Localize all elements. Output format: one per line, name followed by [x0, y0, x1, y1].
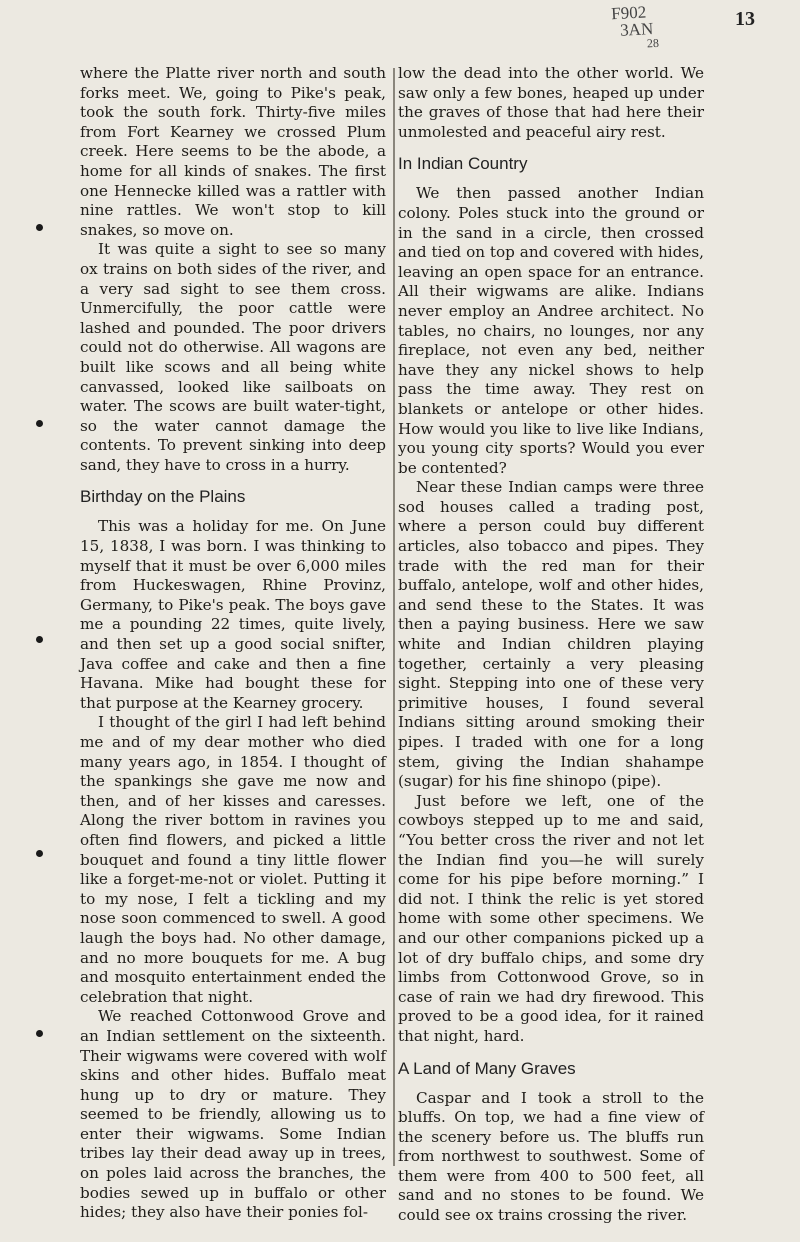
paragraph: where the Platte river north and south forks meet. We, going to Pike's peak, took the south fork. Thirty-five miles from Fort Kearney we crossed Plum creek. Here seems to be the abode, a home for all kinds of snakes. The first one Hennecke killed was a rattler with nine rattles. We won't stop to kill snakes, so move on.: [80, 64, 386, 239]
archive-code-line2: 3AN: [619, 19, 654, 40]
binder-hole-mark: [36, 1030, 43, 1037]
paragraph: We reached Cottonwood Grove and an Indian settlement on the sixteenth. Their wigwams were covered with wolf skins and other hides. Buffalo meat hung up to dry or mature. They seemed to be friendly, allowing us to enter their wigwams. Some Indian tribes lay their dead away up in trees, on poles laid across the branches, the bodies sewed up in buffalo or other hides; they also have their ponies fol-: [80, 1007, 386, 1222]
archive-code-line3: 28: [646, 35, 660, 51]
paragraph: Just before we left, one of the cowboys stepped up to me and said, “You better cross the river and not let the Indian find you—he will surely come for his pipe before morning.” I did not. I think the relic is yet stored home with some other specimens. We and our other companions picked up a lot of dry buffalo chips, and some dry limbs from Cottonwood Grove, so in case of rain we had dry firewood. This proved to be a good idea, for it rained that night, hard.: [398, 791, 704, 1045]
section-heading: A Land of Many Graves: [398, 1058, 576, 1078]
section-heading: Birthday on the Plains: [80, 487, 246, 507]
binder-hole-mark: [36, 850, 43, 857]
paragraph: I thought of the girl I had left behind me and of my dear mother who died many years ago, in 1854. I thought of the spankings she gave me now and then, and of her kisses and caresses. Along the river bottom in ravines you often find flowers, and picked a little bouquet and found a tiny little flower like a forget-me-not or violet. Putting it to my nose, I felt a tickling and my nose soon commenced to swell. A good laugh the boys had. No other damage, and no more bouquets for me. A bug and mosquito entertainment ended the celebration that night.: [80, 713, 386, 1006]
column-divider: [393, 68, 395, 1166]
binder-hole-mark: [36, 636, 43, 643]
paragraph: Near these Indian camps were three sod houses called a trading post, where a person could buy different articles, also tobacco and pipes. They trade with the red man for their buffalo, antelope, wolf and other hides, and send these to the States. It was then a paying business. Here we saw white and Indian children playing together, certainly a very pleasing sight. Stepping into one of these very primitive houses, I found several Indians sitting around smoking their pipes. I traded with one for a long stem, giving the Indian shahampe (sugar) for his fine shinopo (pipe).: [398, 478, 704, 791]
section-heading: In Indian Country: [398, 154, 528, 174]
archive-code-annotation: [611, 3, 659, 51]
paragraph: This was a holiday for me. On June 15, 1838, I was born. I was thinking to myself that it must be over 6,000 miles from Huckeswagen, Rhine Provinz, Germany, to Pike's peak. The boys gave me a pounding 22 times, quite lively, and then set up a good social snifter, Java coffee and cake and then a fine Havana. Mike had bought these for that purpose at the Kearney grocery.: [80, 517, 386, 712]
paragraph: Caspar and I took a stroll to the bluffs. On top, we had a fine view of the scenery before us. The bluffs run from northwest to southwest. Some of them were from 400 to 500 feet, all sand and no stones to be found. We could see ox trains crossing the river.: [398, 1088, 704, 1225]
archive-code: F902: [610, 2, 647, 24]
paragraph: It was quite a sight to see so many ox trains on both sides of the river, and a very sad sight to see them cross. Unmercifully, the poor cattle were lashed and pounded. The poor drivers could not do otherwise. All wagons are built like scows and all being white canvassed, looked like sailboats on water. The scows are built water-tight, so the water cannot damage the contents. To prevent sinking into deep sand, they have to cross in a hurry.: [80, 240, 386, 474]
right-column: [398, 64, 704, 1226]
paragraph: low the dead into the other world. We saw only a few bones, heaped up under the graves of those that had here their unmolested and peaceful airy rest.: [398, 64, 704, 141]
left-column: [80, 64, 386, 1223]
binder-hole-mark: [36, 224, 43, 231]
page-number: 13: [735, 8, 755, 30]
binder-hole-mark: [36, 420, 43, 427]
paragraph: We then passed another Indian colony. Poles stuck into the ground or in the sand in a circle, then crossed and tied on top and covered with hides, leaving an open space for an entrance. All their wigwams are alike. Indians never employ an Andree architect. No tables, no chairs, no lounges, nor any fireplace, not even any bed, neither have they any nickel shows to help pass the time away. They rest on blankets or antelope or other hides. How would you like to live like Indians, you young city sports? Would you ever be contented?: [398, 184, 704, 477]
